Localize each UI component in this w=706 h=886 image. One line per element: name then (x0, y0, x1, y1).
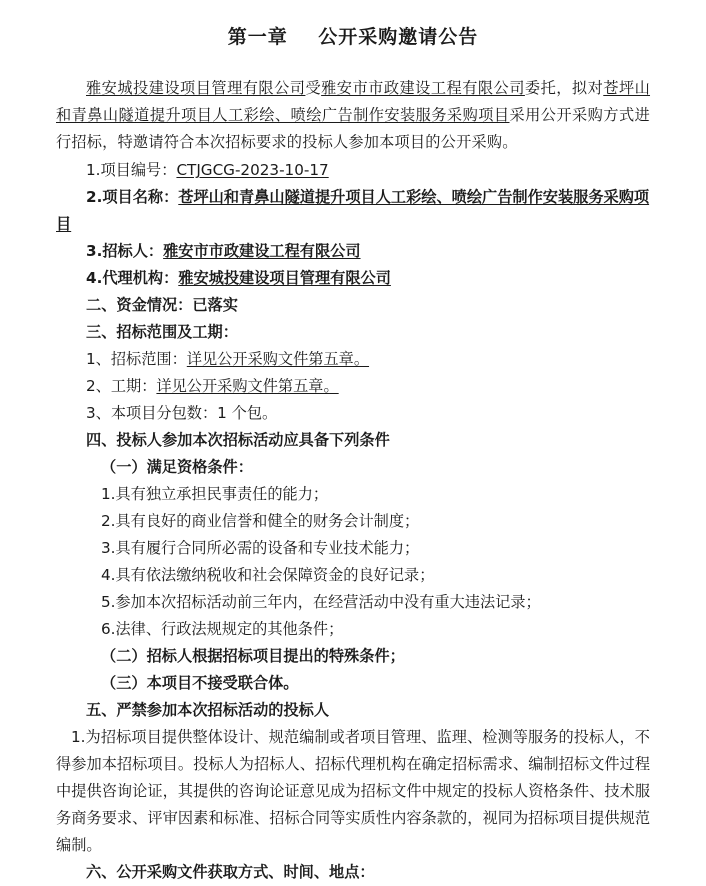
section-1-item-3-value: 雅安市市政建设工程有限公司 (163, 242, 361, 260)
intro-owner-name: 雅安市市政建设工程有限公司 (321, 79, 525, 97)
intro-paragraph (56, 75, 650, 156)
section-6-heading: 六、公开采购文件获取方式、时间、地点： (86, 863, 375, 881)
document-page (0, 22, 706, 881)
section-4-sub-a-item-1: 1.具有独立承担民事责任的能力； (101, 485, 329, 503)
section-4-sub-a-item-5: 5.参加本次招标活动前三年内，在经营活动中没有重大违法记录； (101, 593, 541, 611)
section-1-item-1 (56, 157, 650, 184)
section-4-sub-a-item-3: 3.具有履行合同所必需的设备和专业技术能力； (101, 539, 420, 557)
section-1-item-4-value: 雅安城投建设项目管理有限公司 (178, 269, 391, 287)
intro-tail: 采用公开采购方式进行招标，特邀请符合本次招标要求的投标人参加本项目的公开采购。 (56, 106, 650, 151)
section-1-item-3 (56, 238, 650, 265)
section-1-item-2-value: 苍坪山和青鼻山隧道提升项目人工彩绘、喷绘广告制作安装服务采购项目 (56, 188, 650, 233)
section-1-item-4-label: 4.代理机构： (86, 269, 179, 287)
intro-mid-1: 受 (305, 79, 322, 97)
section-1-item-1-label: 1.项目编号： (86, 161, 177, 179)
section-4-heading: 四、投标人参加本次招标活动应具备下列条件 (86, 431, 390, 449)
section-5-body: 1.为招标项目提供整体设计、规范编制或者项目管理、监理、检测等服务的投标人，不得参加本招标项目。投标人为招标人、招标代理机构在确定招标需求、编制招标文件过程中提供咨询论证，其提供的咨询论证意见成为招标文件中规定的投标人资格条件、技术服务商务要求、评审因素和标准、招标合同等实质性内容条款的，视同为招标项目提供规范编制。 (56, 728, 650, 854)
section-1-item-2 (56, 184, 650, 238)
section-1-item-2-label: 2.项目名称： (86, 188, 179, 206)
section-4-sub-c: （三）本项目不接受联合体。 (101, 674, 299, 692)
section-4-sub-a-heading: （一）满足资格条件： (101, 458, 253, 476)
section-3-item-1 (56, 346, 650, 373)
section-4-sub-a-item-4: 4.具有依法缴纳税收和社会保障资金的良好记录； (101, 566, 435, 584)
section-3-item-1-value: 详见公开采购文件第五章。 (186, 350, 370, 368)
intro-mid-2: 委托，拟对 (524, 79, 604, 97)
section-3-item-2-label: 2、工期： (86, 377, 157, 395)
section-3-item-1-label: 1、招标范围： (86, 350, 187, 368)
section-3-item-2 (56, 373, 650, 400)
section-3-item-3: 3、本项目分包数：1 个包。 (86, 404, 278, 422)
section-4-sub-b: （二）招标人根据招标项目提出的特殊条件； (101, 647, 405, 665)
intro-project-name: 苍坪山和青鼻山隧道提升项目人工彩绘、喷绘广告制作安装服务采购项目 (56, 79, 651, 124)
section-1-item-3-label: 3.招标人： (86, 242, 164, 260)
section-1-item-4 (56, 265, 650, 292)
section-3-heading: 三、招标范围及工期： (86, 323, 238, 341)
section-5-heading: 五、严禁参加本次招标活动的投标人 (86, 701, 329, 719)
intro-client-name: 雅安城投建设项目管理有限公司 (86, 79, 306, 97)
section-3-item-2-value: 详见公开采购文件第五章。 (156, 377, 339, 395)
section-4-sub-a-item-2: 2.具有良好的商业信誉和健全的财务会计制度； (101, 512, 420, 530)
page-title: 第一章 公开采购邀请公告 (227, 26, 479, 48)
section-4-sub-a-item-6: 6.法律、行政法规规定的其他条件； (101, 620, 344, 638)
section-2-heading: 二、资金情况：已落实 (86, 296, 238, 314)
section-1-item-1-value: CTJGCG-2023-10-17 (176, 161, 329, 179)
